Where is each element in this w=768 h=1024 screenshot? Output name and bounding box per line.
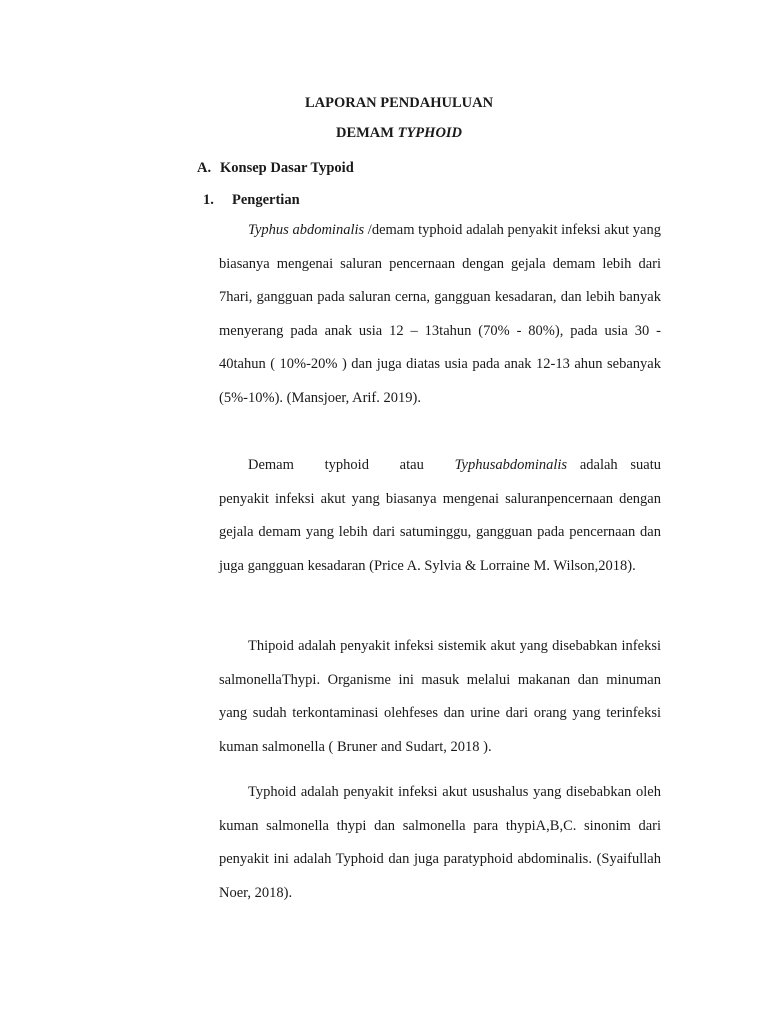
subsection-heading [203,192,300,209]
paragraph-1-text: /demam typhoid adalah penyakit infeksi akut yang biasanya mengenai saluran pencernaan dengan gejala demam lebih dari 7hari, gangguan pada saluran cerna, gangguan kesadaran, dan lebih banyak menyerang pada anak usia 12 – 13tahun (70% - 80%), pada usia 30 - 40tahun ( 10%-20% ) dan juga diatas usia pada anak 12-13 ahun sebanyak (5%-10%). (Mansjoer, Arif. 2019). [219,222,661,406]
paragraph-2-italic: Typhusabdominalis [454,457,568,473]
paragraph-4: Typhoid adalah penyakit infeksi akut usushalus yang disebabkan oleh kuman salmonella thypi dan salmonella para thypiA,B,C. sinonim dari penyakit ini adalah Typhoid dan juga paratyphoid abdominalis. (Syaifullah Noer, 2018). [219,784,661,901]
section-label: Konsep Dasar Typoid [220,160,354,176]
document-title: LAPORAN PENDAHULUAN [304,95,494,111]
paragraph-2-lead: Demam typhoid atau [248,457,455,473]
subsection-number: 1. [203,192,214,208]
paragraph-1-italic: Typhus abdominalis [248,222,365,238]
subsection-label: Pengertian [232,192,300,208]
paragraph-1 [219,214,661,416]
subtitle-italic: TYPHOID [397,125,463,141]
subtitle-plain: DEMAM [335,125,398,141]
paragraph-2-text: adalah suatu penyakit infeksi akut yang biasanya mengenai saluranpencernaan dengan gejala demam yang lebih dari satuminggu, gangguan pada pencernaan dan juga gangguan kesadaran (Price A. Sylvia & Lorraine M. Wilson,2018). [219,457,661,574]
section-heading [197,160,354,177]
section-number: A. [197,160,212,176]
paragraph-2 [219,449,661,583]
document-subtitle [0,125,768,142]
paragraph-3: Thipoid adalah penyakit infeksi sistemik akut yang disebabkan infeksi salmonellaThypi. Organisme ini masuk melalui makanan dan minuman yang sudah terkontaminasi olehfeses dan urine dari orang yang terinfeksi kuman salmonella ( Bruner and Sudart, 2018 ). [219,638,661,755]
